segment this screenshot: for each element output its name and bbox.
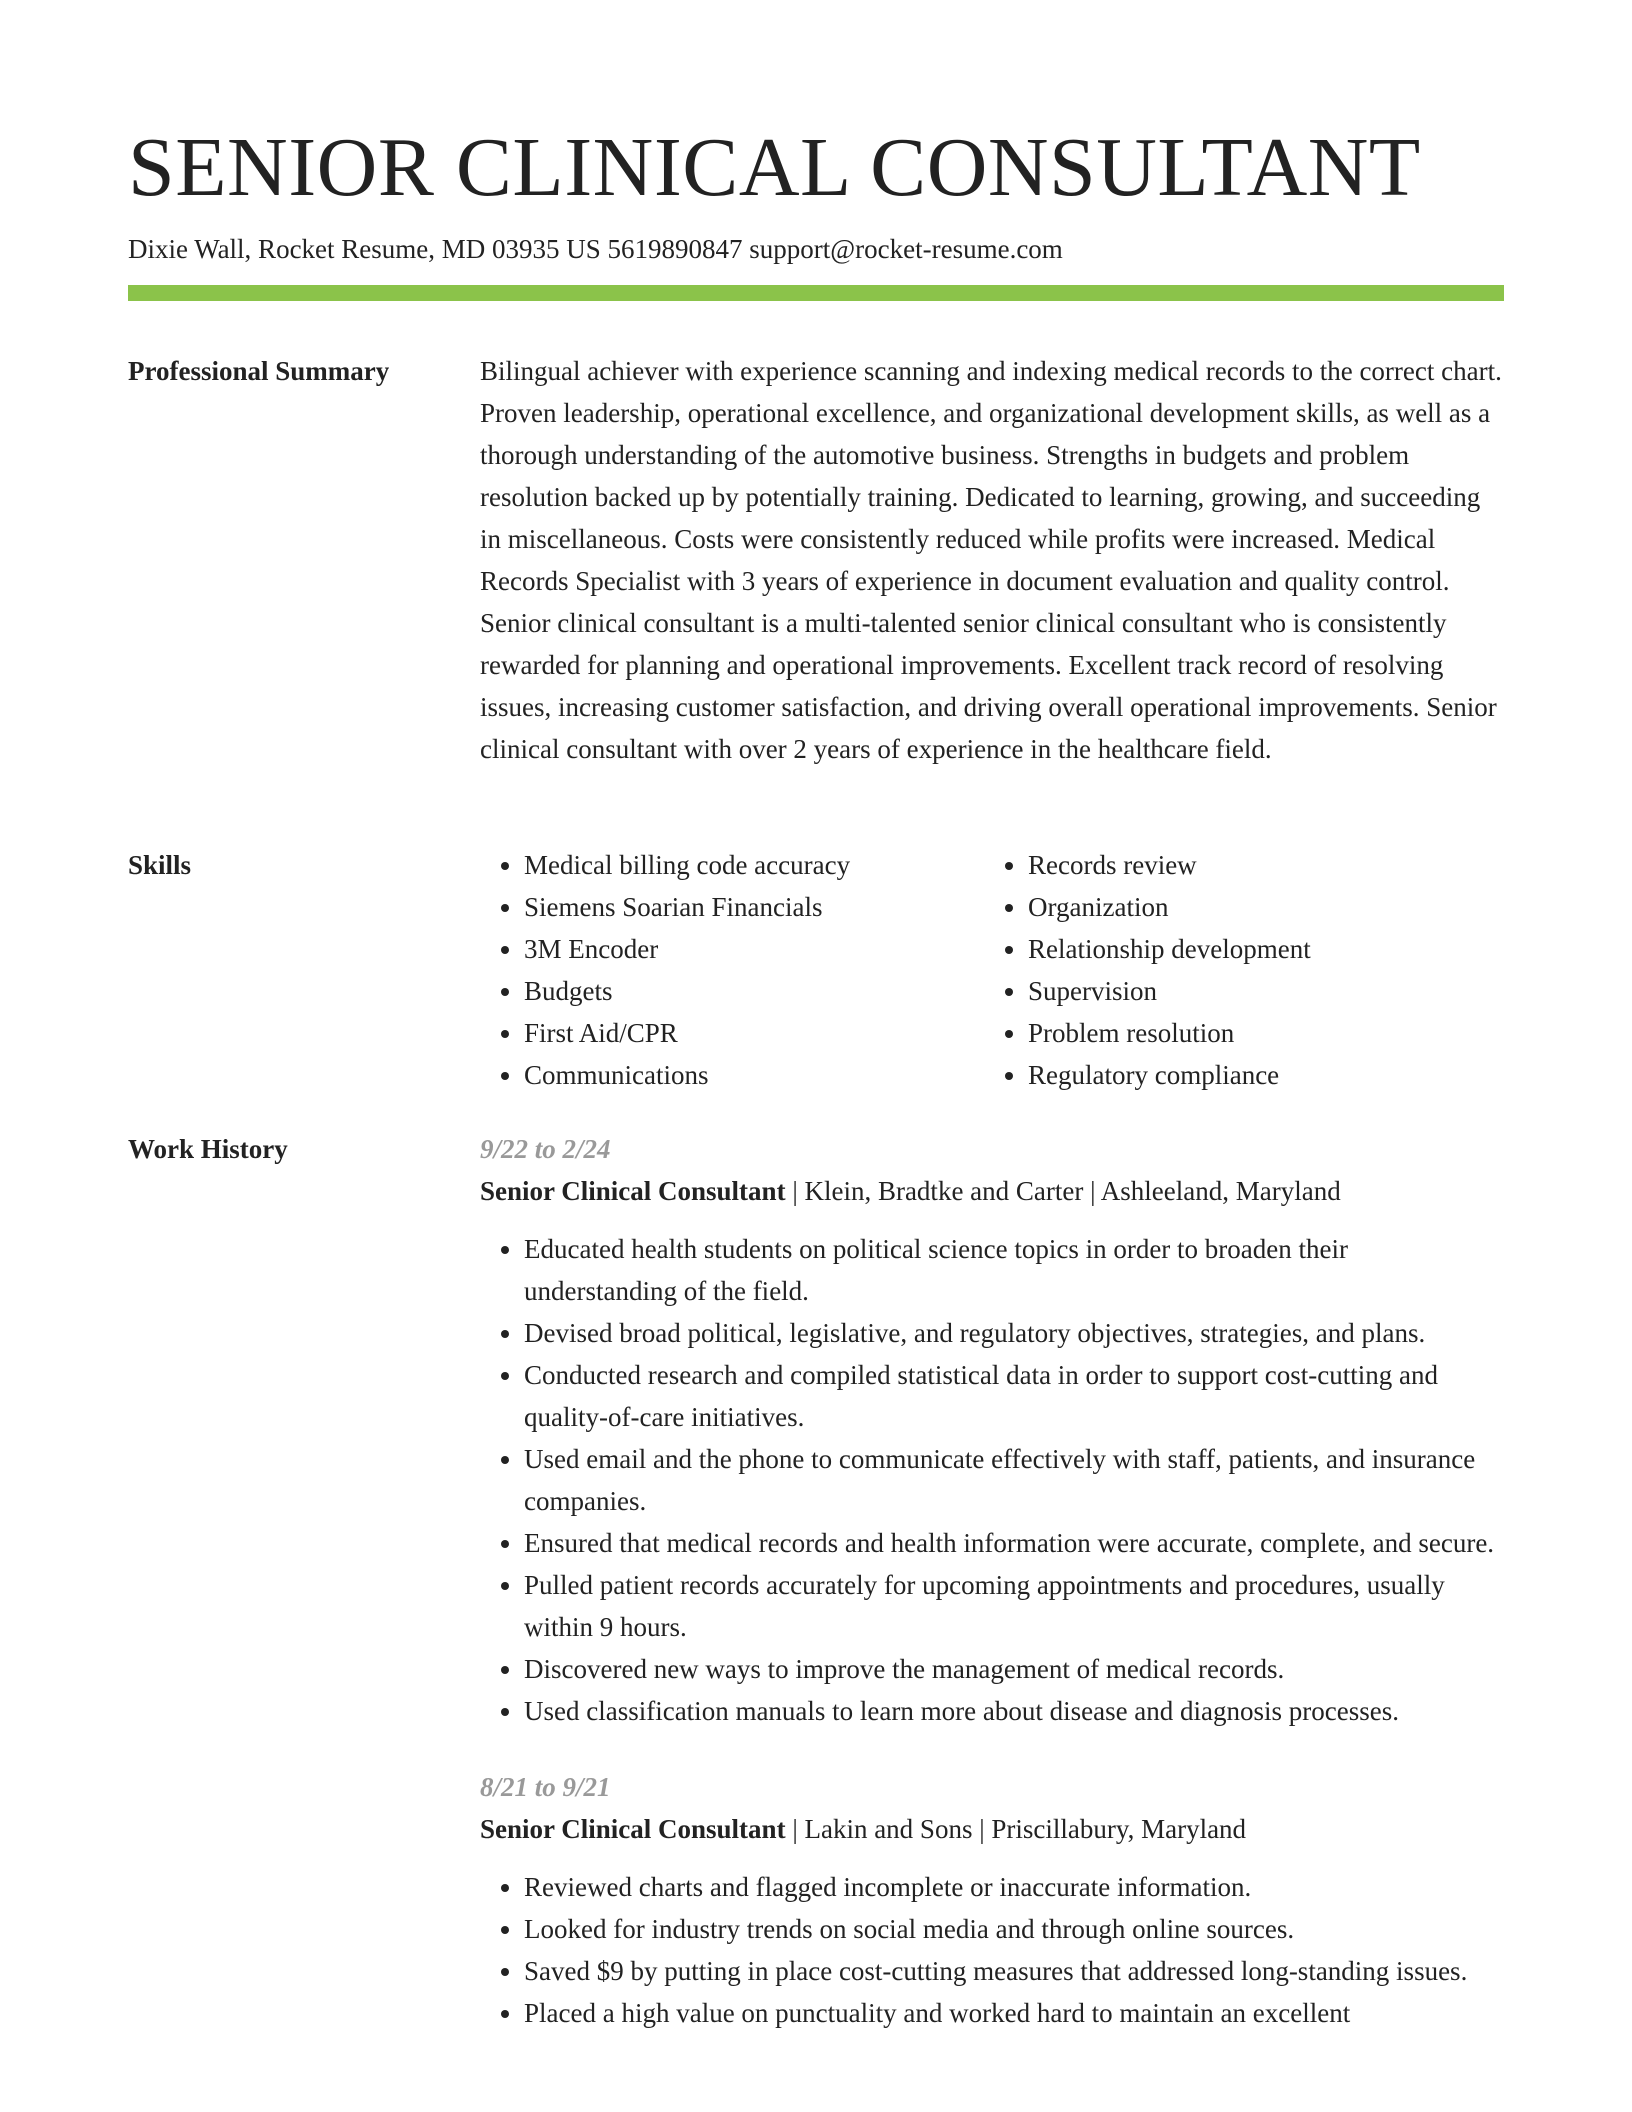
job-dates: 8/21 to 9/21 <box>480 1772 611 1802</box>
job-details: | Lakin and Sons | Priscillabury, Maryland <box>785 1814 1247 1844</box>
skill-item: • Supervision <box>1028 970 1488 1012</box>
skill-item: • Records review <box>1028 844 1488 886</box>
resume-title: SENIOR CLINICAL CONSULTANT <box>128 121 1421 214</box>
skill-item: • Budgets <box>524 970 984 1012</box>
job-details: | Klein, Bradtke and Carter | Ashleeland, Maryland <box>785 1176 1341 1206</box>
job-bullet: • Used classification manuals to learn more about disease and diagnosis processes. <box>524 1690 1504 1732</box>
job-entry <box>480 1128 1504 1732</box>
job-header <box>480 1808 1504 1850</box>
skill-item: • Medical billing code accuracy <box>524 844 984 886</box>
work-body <box>480 1128 1504 2068</box>
skill-item: • Regulatory compliance <box>1028 1054 1488 1096</box>
job-bullet: • Placed a high value on punctuality and worked hard to maintain an excellent <box>524 1992 1504 2034</box>
skill-item: • Relationship development <box>1028 928 1488 970</box>
job-bullet: • Looked for industry trends on social media and through online sources. <box>524 1908 1504 1950</box>
job-bullets <box>480 1228 1504 1732</box>
skill-item: • 3M Encoder <box>524 928 984 970</box>
job-bullet: • Educated health students on political science topics in order to broaden their understanding of the field. <box>524 1228 1504 1312</box>
skill-item: • Siemens Soarian Financials <box>524 886 984 928</box>
skills-body <box>480 844 1504 1096</box>
skill-item: • Communications <box>524 1054 984 1096</box>
skill-item: • Problem resolution <box>1028 1012 1488 1054</box>
job-title: Senior Clinical Consultant <box>480 1176 786 1206</box>
summary-body <box>480 350 1504 770</box>
job-title: Senior Clinical Consultant <box>480 1814 786 1844</box>
job-dates: 9/22 to 2/24 <box>480 1134 611 1164</box>
header-divider <box>128 285 1504 301</box>
job-bullet: • Saved $9 by putting in place cost-cutting measures that addressed long-standing issues. <box>524 1950 1504 1992</box>
job-bullet: • Used email and the phone to communicate effectively with staff, patients, and insurance companies. <box>524 1438 1504 1522</box>
contact-line: Dixie Wall, Rocket Resume, MD 03935 US 5619890847 support@rocket-resume.com <box>128 234 1063 264</box>
skill-item: • First Aid/CPR <box>524 1012 984 1054</box>
summary-label: Professional Summary <box>128 356 390 386</box>
skills-list-left <box>480 844 984 1096</box>
job-bullet: • Devised broad political, legislative, and regulatory objectives, strategies, and plans. <box>524 1312 1504 1354</box>
job-bullets <box>480 1866 1504 2034</box>
job-bullet: • Ensured that medical records and health information were accurate, complete, and secure. <box>524 1522 1504 1564</box>
job-entry <box>480 1766 1504 2034</box>
job-bullet: • Reviewed charts and flagged incomplete or inaccurate information. <box>524 1866 1504 1908</box>
job-bullet: • Pulled patient records accurately for upcoming appointments and procedures, usually within 9 hours. <box>524 1564 1504 1648</box>
summary-text: Bilingual achiever with experience scanning and indexing medical records to the correct chart. Proven leadership, operational excellence, and organizational development skills, as well as a thorough understanding of the automotive business. Strengths in budgets and problem resolution backed up by potentially training. Dedicated to learning, growing, and succeeding in miscellaneous. Costs were consistently reduced while profits were increased. Medical Records Specialist with 3 years of experience in document evaluation and quality control. Senior clinical consultant is a multi-talented senior clinical consultant who is consistently rewarded for planning and operational improvements. Excellent track record of resolving issues, increasing customer satisfaction, and driving overall operational improvements. Senior clinical consultant with over 2 years of experience in the healthcare field. <box>480 356 1502 764</box>
skills-list-right <box>984 844 1488 1096</box>
skill-item: • Organization <box>1028 886 1488 928</box>
job-bullet: • Conducted research and compiled statistical data in order to support cost-cutting and quality-of-care initiatives. <box>524 1354 1504 1438</box>
skills-columns <box>480 844 1504 1096</box>
job-bullet: • Discovered new ways to improve the management of medical records. <box>524 1648 1504 1690</box>
work-label: Work History <box>128 1134 288 1164</box>
job-header <box>480 1170 1504 1212</box>
skills-label: Skills <box>128 850 192 880</box>
